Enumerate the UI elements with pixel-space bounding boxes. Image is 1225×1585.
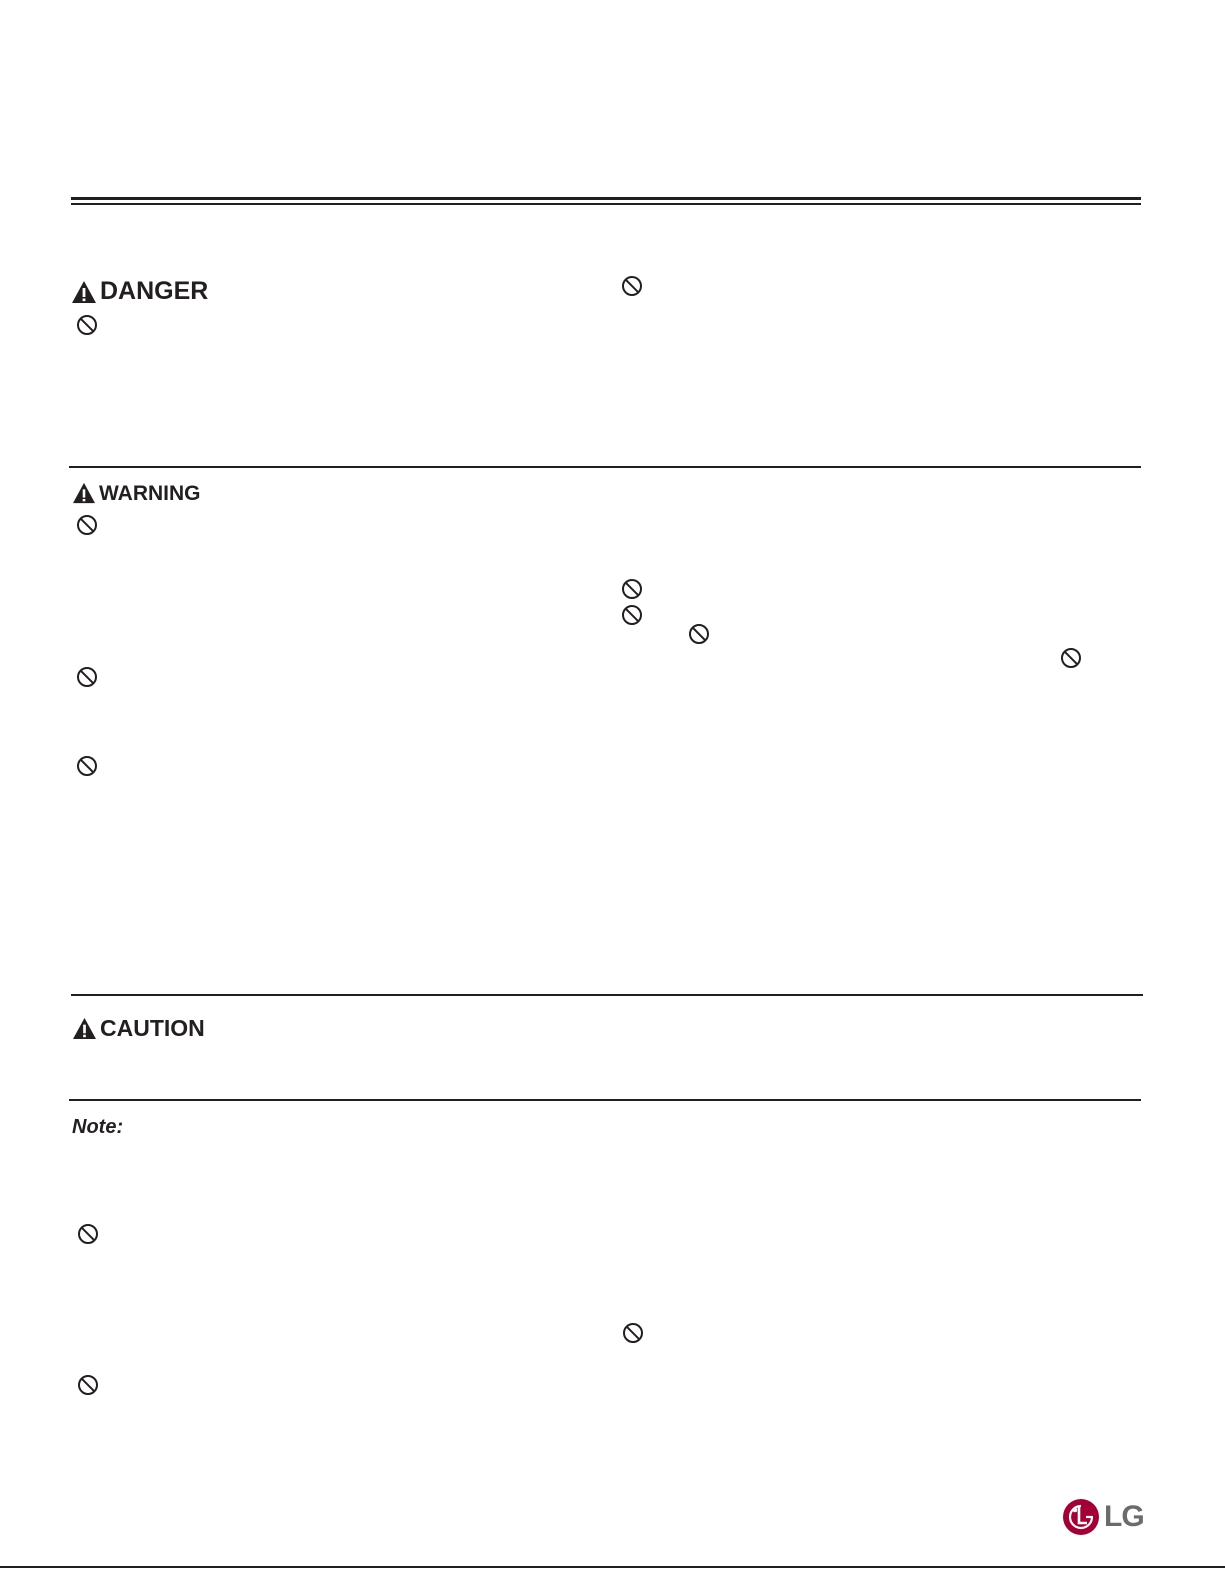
warning-triangle-icon <box>71 280 97 304</box>
prohibition-icon <box>1060 647 1082 669</box>
lg-logo-text: LG <box>1104 1500 1144 1533</box>
prohibition-icon <box>77 1223 99 1245</box>
lg-logo <box>1062 1497 1144 1537</box>
section-divider <box>71 994 1143 996</box>
prohibition-icon <box>621 604 643 626</box>
warning-triangle-icon <box>72 482 96 504</box>
danger-heading-text: DANGER <box>100 277 209 305</box>
caution-heading-text: CAUTION <box>100 1015 205 1041</box>
warning-heading <box>72 482 201 504</box>
prohibition-icon <box>76 314 98 336</box>
warning-triangle-icon <box>72 1017 97 1040</box>
section-divider <box>69 1099 1141 1101</box>
prohibition-icon <box>622 1322 644 1344</box>
prohibition-icon <box>621 275 643 297</box>
prohibition-icon <box>621 578 643 600</box>
note-label: Note: <box>72 1116 124 1138</box>
section-divider <box>69 466 1141 468</box>
header-double-rule <box>71 197 1141 207</box>
prohibition-icon <box>688 623 710 645</box>
caution-heading <box>72 1017 205 1040</box>
warning-heading-text: WARNING <box>99 481 201 505</box>
prohibition-icon <box>76 666 98 688</box>
prohibition-icon <box>76 755 98 777</box>
lg-face-icon <box>1062 1498 1100 1536</box>
prohibition-icon <box>77 1374 99 1396</box>
danger-heading <box>71 279 208 304</box>
prohibition-icon <box>76 514 98 536</box>
footer-rule <box>0 1566 1225 1568</box>
